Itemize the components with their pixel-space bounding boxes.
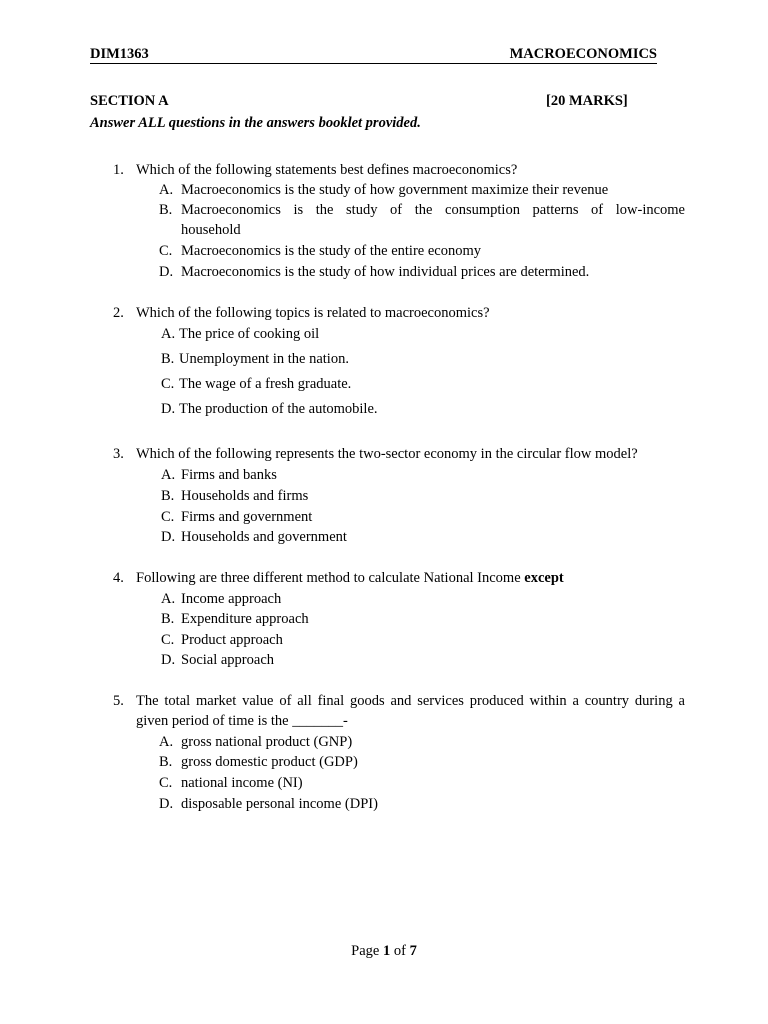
option-text: Product approach	[181, 632, 283, 648]
question-number: 4.	[113, 570, 124, 586]
option-letter: B.	[161, 351, 175, 367]
option-text: Macroeconomics is the study of how government maximize their revenue	[181, 182, 609, 198]
total-pages: 7	[409, 943, 417, 959]
section-title: SECTION A	[90, 93, 169, 109]
option-text: Households and firms	[181, 488, 309, 504]
option-letter: A.	[161, 326, 176, 342]
option-text-continued: household	[181, 222, 241, 238]
option-letter: D.	[161, 652, 176, 668]
option-text: national income (NI)	[181, 775, 303, 791]
option-text: Firms and government	[181, 509, 313, 525]
option-letter: C.	[161, 632, 175, 648]
option-text: The production of the automobile.	[179, 401, 378, 417]
course-title: MACROECONOMICS	[509, 46, 657, 62]
question-number: 3.	[113, 446, 124, 462]
option-letter: B.	[161, 488, 175, 504]
question-text-main: Following are three different method to calculate National Income	[136, 570, 521, 586]
option-text: The price of cooking oil	[179, 326, 320, 342]
option-text: gross national product (GNP)	[181, 734, 353, 750]
option-letter: C.	[159, 775, 173, 791]
option-text: Macroeconomics is the study of the entire economy	[181, 243, 481, 259]
option-letter: D.	[159, 264, 174, 280]
option-text: disposable personal income (DPI)	[181, 796, 378, 812]
option-letter: C.	[161, 509, 175, 525]
option-letter: B.	[159, 202, 173, 218]
question-text	[136, 568, 564, 588]
page-label: Page	[351, 943, 380, 959]
option-letter: A.	[159, 182, 174, 198]
option-letter: B.	[159, 754, 173, 770]
header-divider	[90, 63, 657, 64]
question-number: 2.	[113, 305, 124, 321]
question-text: Which of the following statements best defines macroeconomics?	[136, 162, 518, 178]
option-letter: B.	[161, 611, 175, 627]
option-text: Households and government	[181, 529, 347, 545]
of-label: of	[393, 943, 406, 959]
option-letter: C.	[161, 376, 175, 392]
section-instruction: Answer ALL questions in the answers booklet provided.	[90, 115, 421, 131]
option-letter: C.	[159, 243, 173, 259]
option-letter: D.	[161, 529, 176, 545]
option-letter: A.	[159, 734, 174, 750]
option-text: Firms and banks	[181, 467, 277, 483]
option-text: Unemployment in the nation.	[179, 351, 349, 367]
option-text: Expenditure approach	[181, 611, 309, 627]
question-number: 1.	[113, 162, 124, 178]
option-letter: A.	[161, 591, 176, 607]
option-letter: D.	[161, 401, 176, 417]
question-emphasis: except	[524, 570, 564, 586]
option-text: Macroeconomics is the study of how individual prices are determined.	[181, 264, 590, 280]
option-letter: D.	[159, 796, 174, 812]
question-number: 5.	[113, 693, 124, 709]
page-number: 1	[382, 943, 391, 959]
option-text: The wage of a fresh graduate.	[179, 376, 352, 392]
option-letter: A.	[161, 467, 176, 483]
page-footer	[0, 941, 768, 961]
course-code: DIM1363	[90, 46, 149, 62]
option-text: Social approach	[181, 652, 275, 668]
section-marks: [20 MARKS]	[546, 93, 628, 109]
option-text: Income approach	[181, 591, 282, 607]
option-text: Macroeconomics is the study of the consumption patterns of low-income	[181, 202, 685, 218]
question-text: Which of the following topics is related to macroeconomics?	[136, 305, 490, 321]
question-text: Which of the following represents the two-sector economy in the circular flow model?	[136, 446, 638, 462]
option-text: gross domestic product (GDP)	[181, 754, 358, 770]
question-text: The total market value of all final goods and services produced within a country during a	[136, 693, 685, 709]
question-text-continued: given period of time is the _______-	[136, 713, 348, 729]
